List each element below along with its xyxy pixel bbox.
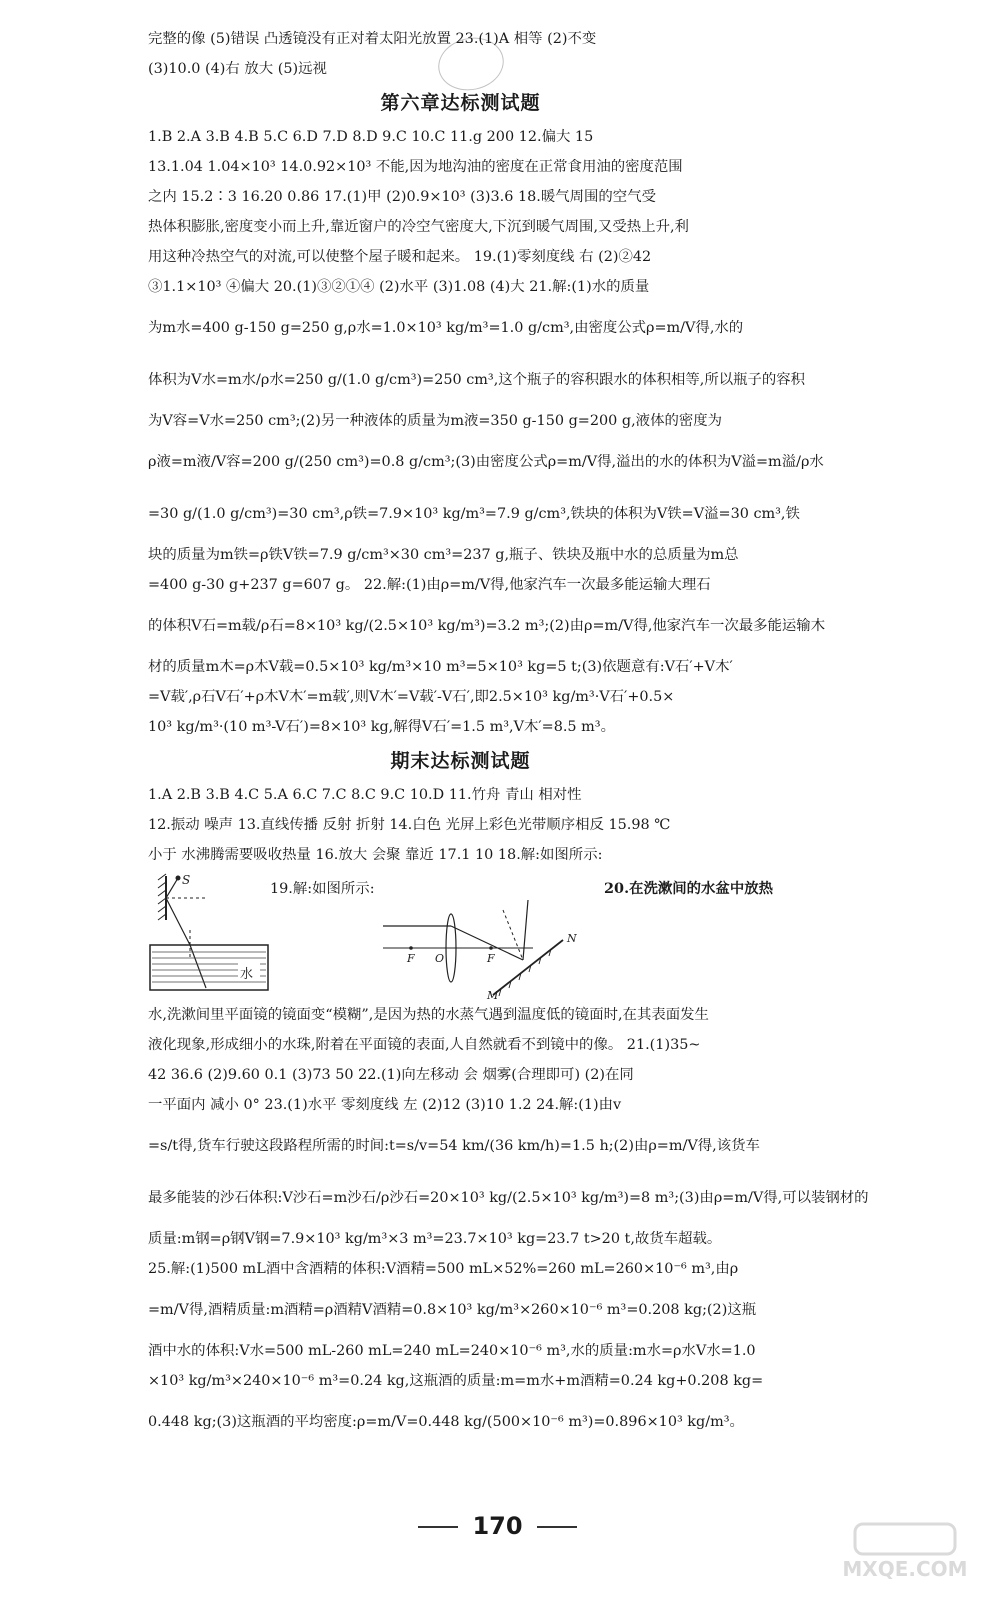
text-line: ×10³ kg/m³×240×10⁻⁶ m³=0.24 kg,这瓶酒的质量:m=m水+m酒精=0.24 kg+0.208 kg= — [148, 1373, 764, 1389]
fig19-caption: 19.解:如图所示: — [270, 881, 375, 897]
final-exam-heading: 期末达标测试题 — [390, 750, 531, 772]
text-line: =m/V得,酒精质量:m酒精=ρ酒精V酒精=0.8×10³ kg/m³×260×10⁻⁶ m³=0.208 kg;(2)这瓶 — [148, 1302, 757, 1318]
answer-text — [148, 24, 869, 1448]
text-line: 小于 水沸腾需要吸收热量 16.放大 会聚 靠近 17.1 10 18.解:如图所示: — [148, 847, 603, 863]
lens-mirror-diagram — [383, 900, 593, 1000]
figure-row — [148, 870, 773, 1000]
text-line: 25.解:(1)500 mL酒中含酒精的体积:V酒精=500 mL×52%=260 mL=260×10⁻⁶ m³,由ρ — [148, 1261, 739, 1277]
text-line: 0.448 kg;(3)这瓶酒的平均密度:ρ=m/V=0.448 kg/(500×10⁻⁶ m³)=0.896×10³ kg/m³。 — [148, 1414, 744, 1430]
text-line: 1.B 2.A 3.B 4.B 5.C 6.D 7.D 8.D 9.C 10.C 11.g 200 12.偏大 15 — [148, 129, 594, 145]
text-line: =400 g-30 g+237 g=607 g。 22.解:(1)由ρ=m/V得,他家汽车一次最多能运输大理石 — [148, 577, 711, 593]
text-line: 液化现象,形成细小的水珠,附着在平面镜的表面,人自然就看不到镜中的像。 21.(1)35~ — [148, 1037, 701, 1053]
text-line: 之内 15.2∶3 16.20 0.86 17.(1)甲 (2)0.9×10³ (3)3.6 18.暖气周围的空气受 — [148, 189, 656, 205]
watermark-text: MXQE.COM — [842, 1557, 968, 1581]
text-line: 为m水=400 g-150 g=250 g,ρ水=1.0×10³ kg/m³=1.0 g/cm³,由密度公式ρ=m/V得,水的 — [148, 320, 744, 336]
watermark-logo — [835, 1516, 975, 1586]
page-number-value: 170 — [472, 1512, 523, 1540]
text-line: 的体积V石=m载/ρ石=8×10³ kg/(2.5×10³ kg/m³)=3.2 m³;(2)由ρ=m/V得,他家汽车一次最多能运输木 — [148, 618, 826, 634]
text-line: 42 36.6 (2)9.60 0.1 (3)73 50 22.(1)向左移动 会 烟雾(合理即可) (2)在同 — [148, 1067, 634, 1083]
text-line: =s/t得,货车行驶这段路程所需的时间:t=s/v=54 km/(36 km/h)=1.5 h;(2)由ρ=m/V得,该货车 — [148, 1138, 760, 1154]
focus-f-right-label: F — [487, 952, 495, 965]
fig20-caption: 20.在洗漱间的水盆中放热 — [604, 880, 773, 897]
focus-f-left-label: F — [407, 952, 415, 965]
text-line: 13.1.04 1.04×10³ 14.0.92×10³ 不能,因为地沟油的密度在正常食用油的密度范围 — [148, 159, 683, 175]
text-line: 体积为V水=m水/ρ水=250 g/(1.0 g/cm³)=250 cm³,这个瓶子的容积跟水的体积相等,所以瓶子的容积 — [148, 372, 806, 388]
page-number-dash — [418, 1526, 458, 1528]
page-number-dash — [537, 1526, 577, 1528]
text-line: 酒中水的体积:V水=500 mL-260 mL=240 mL=240×10⁻⁶ m³,水的质量:m水=ρ水V水=1.0 — [148, 1343, 756, 1359]
mirror-n-label: N — [567, 932, 577, 945]
optical-center-o-label: O — [435, 952, 445, 965]
text-line: 完整的像 (5)错误 凸透镜没有正对着太阳光放置 23.(1)A 相等 (2)不变 — [148, 31, 597, 47]
text-line: ③1.1×10³ ④偏大 20.(1)③②①④ (2)水平 (3)1.08 (4)大 21.解:(1)水的质量 — [148, 279, 650, 295]
text-line: =30 g/(1.0 g/cm³)=30 cm³,ρ铁=7.9×10³ kg/m³=7.9 g/cm³,铁块的体积为V铁=V溢=30 cm³,铁 — [148, 506, 800, 522]
text-line: 1.A 2.B 3.B 4.C 5.A 6.C 7.C 8.C 9.C 10.D 11.竹舟 青山 相对性 — [148, 787, 582, 803]
text-line: =V载′,ρ石V石′+ρ木V木′=m载′,则V木′=V载′-V石′,即2.5×10³ kg/m³·V石′+0.5× — [148, 689, 675, 705]
mirror-m-label: M — [487, 989, 499, 1002]
text-line: 最多能装的沙石体积:V沙石=m沙石/ρ沙石=20×10³ kg/(2.5×10³ kg/m³)=8 m³;(3)由ρ=m/V得,可以装钢材的 — [148, 1190, 869, 1206]
text-line: 块的质量为m铁=ρ铁V铁=7.9 g/cm³×30 cm³=237 g,瓶子、铁块及瓶中水的总质量为m总 — [148, 547, 739, 563]
text-line: 水,洗漱间里平面镜的镜面变“模糊”,是因为热的水蒸气遇到温度低的镜面时,在其表面发生 — [148, 1007, 709, 1023]
text-line: 10³ kg/m³·(10 m³-V石′)=8×10³ kg,解得V石′=1.5 m³,V木′=8.5 m³。 — [148, 719, 615, 735]
text-line: 12.振动 噪声 13.直线传播 反射 折射 14.白色 光屏上彩色光带顺序相反 15.98 ℃ — [148, 817, 671, 833]
text-line: 质量:m钢=ρ钢V钢=7.9×10³ kg/m³×3 m³=23.7×10³ kg=23.7 t>20 t,故货车超载。 — [148, 1231, 722, 1247]
text-line: 为V容=V水=250 cm³;(2)另一种液体的质量为m液=350 g-150 g=200 g,液体的密度为 — [148, 413, 723, 429]
text-line: 一平面内 减小 0° 23.(1)水平 零刻度线 左 (2)12 (3)10 1.2 24.解:(1)由v — [148, 1097, 622, 1113]
reflection-refraction-diagram — [148, 870, 273, 995]
text-line: 热体积膨胀,密度变小而上升,靠近窗户的冷空气密度大,下沉到暖气周围,又受热上升,利 — [148, 219, 689, 235]
text-line: ρ液=m液/V容=200 g/(250 cm³)=0.8 g/cm³;(3)由密度公式ρ=m/V得,溢出的水的体积为V溢=m溢/ρ水 — [148, 454, 824, 470]
text-line: 用这种冷热空气的对流,可以使整个屋子暖和起来。 19.(1)零刻度线 右 (2)②42 — [148, 249, 652, 265]
chapter6-heading: 第六章达标测试题 — [380, 92, 541, 114]
text-line: (3)10.0 (4)右 放大 (5)远视 — [148, 61, 327, 77]
text-line: 材的质量m木=ρ木V载=0.5×10³ kg/m³×10 m³=5×10³ kg=5 t;(3)依题意有:V石′+V木′ — [148, 659, 733, 675]
water-label: 水 — [240, 967, 254, 982]
point-s-label: S — [182, 873, 191, 887]
